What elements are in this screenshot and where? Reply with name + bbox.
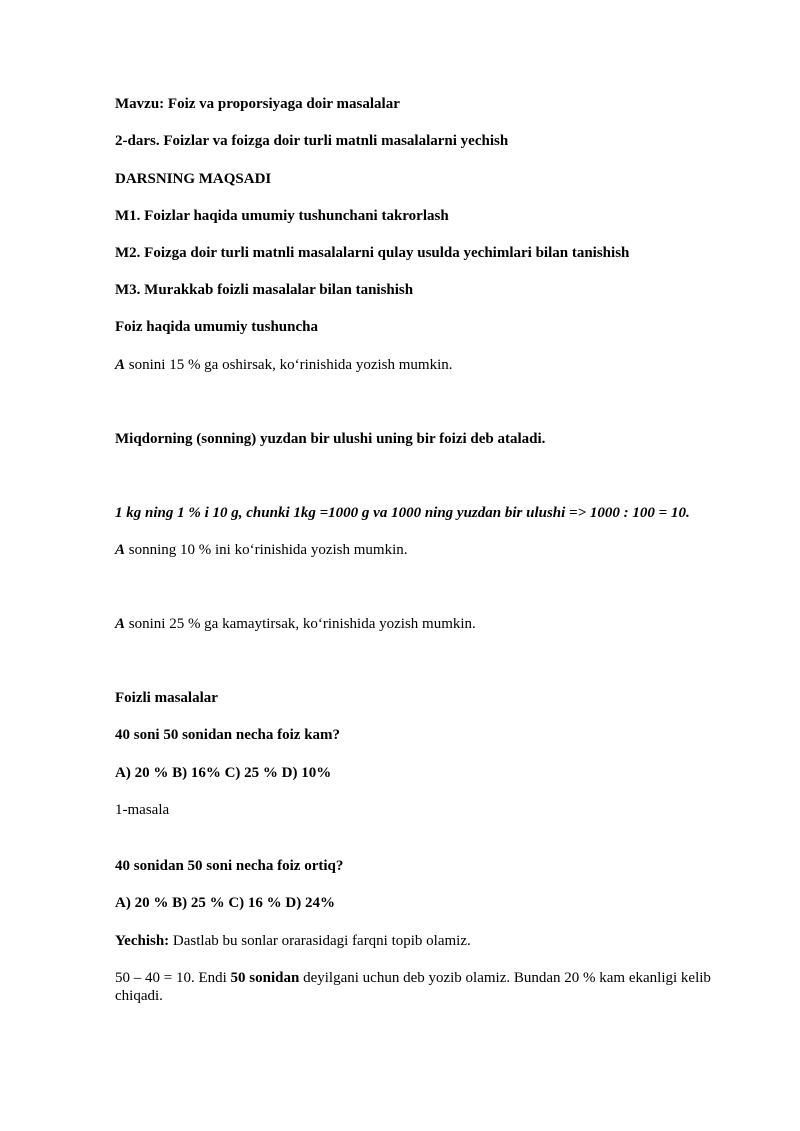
topic-title: Mavzu: Foiz va proporsiyaga doir masalalar: [115, 96, 400, 112]
example-text: 1 kg ning 1 % i 10 g, chunki 1kg =1000 g va 1000 ning yuzdan bir ulushi => 1000 : 100 = 10.: [115, 505, 690, 521]
concept-heading: Foiz haqida umumiy tushuncha: [115, 319, 318, 335]
problem-label: 1-masala: [115, 802, 170, 818]
decrease-text: sonini 25 % ga kamaytirsak, ko‘rinishida yozish mumkin.: [125, 616, 476, 632]
goal-m2: M2. Foizga doir turli matnli masalalarni qulay usulda yechimlari bilan tanishish: [115, 245, 630, 261]
ten-percent-line: [115, 541, 408, 559]
ten-percent-text: sonning 10 % ini ko‘rinishida yozish mumkin.: [125, 542, 408, 558]
final-bold: 50 sonidan: [230, 970, 300, 986]
solution-label: Yechish:: [115, 933, 170, 949]
variable-a: A: [115, 357, 126, 373]
question-1: 40 soni 50 sonidan necha foiz kam?: [115, 727, 341, 743]
question-1-options: A) 20 % B) 16% C) 25 % D) 10%: [115, 765, 332, 781]
solution-text: Dastlab bu sonlar orarasidagi farqni topib olamiz.: [169, 933, 471, 949]
goal-m3: M3. Murakkab foizli masalalar bilan tanishish: [115, 282, 414, 298]
problems-heading: Foizli masalalar: [115, 690, 218, 706]
solution-line: [115, 932, 471, 950]
question-2-options: A) 20 % B) 25 % C) 16 % D) 24%: [115, 895, 335, 911]
variable-a: A: [115, 542, 126, 558]
lesson-title: 2-dars. Foizlar va foizga doir turli matnli masalalarni yechish: [115, 133, 509, 149]
question-2: 40 sonidan 50 soni necha foiz ortiq?: [115, 858, 344, 874]
final-part-1: 50 – 40 = 10. Endi: [115, 970, 231, 986]
increase-text: sonini 15 % ga oshirsak, ko‘rinishida yozish mumkin.: [125, 357, 453, 373]
goal-m1: M1. Foizlar haqida umumiy tushunchani takrorlash: [115, 208, 449, 224]
final-paragraph: [115, 969, 725, 1005]
variable-a: A: [115, 616, 126, 632]
definition-text: Miqdorning (sonning) yuzdan bir ulushi uning bir foizi deb ataladi.: [115, 431, 546, 447]
increase-line: [115, 356, 453, 374]
decrease-line: [115, 615, 476, 633]
goal-heading: DARSNING MAQSADI: [115, 171, 272, 187]
final-part-2: deyilgani uchun deb yozib olamiz. Bundan 20 % kam ekanligi kelib chiqadi.: [115, 970, 711, 1004]
